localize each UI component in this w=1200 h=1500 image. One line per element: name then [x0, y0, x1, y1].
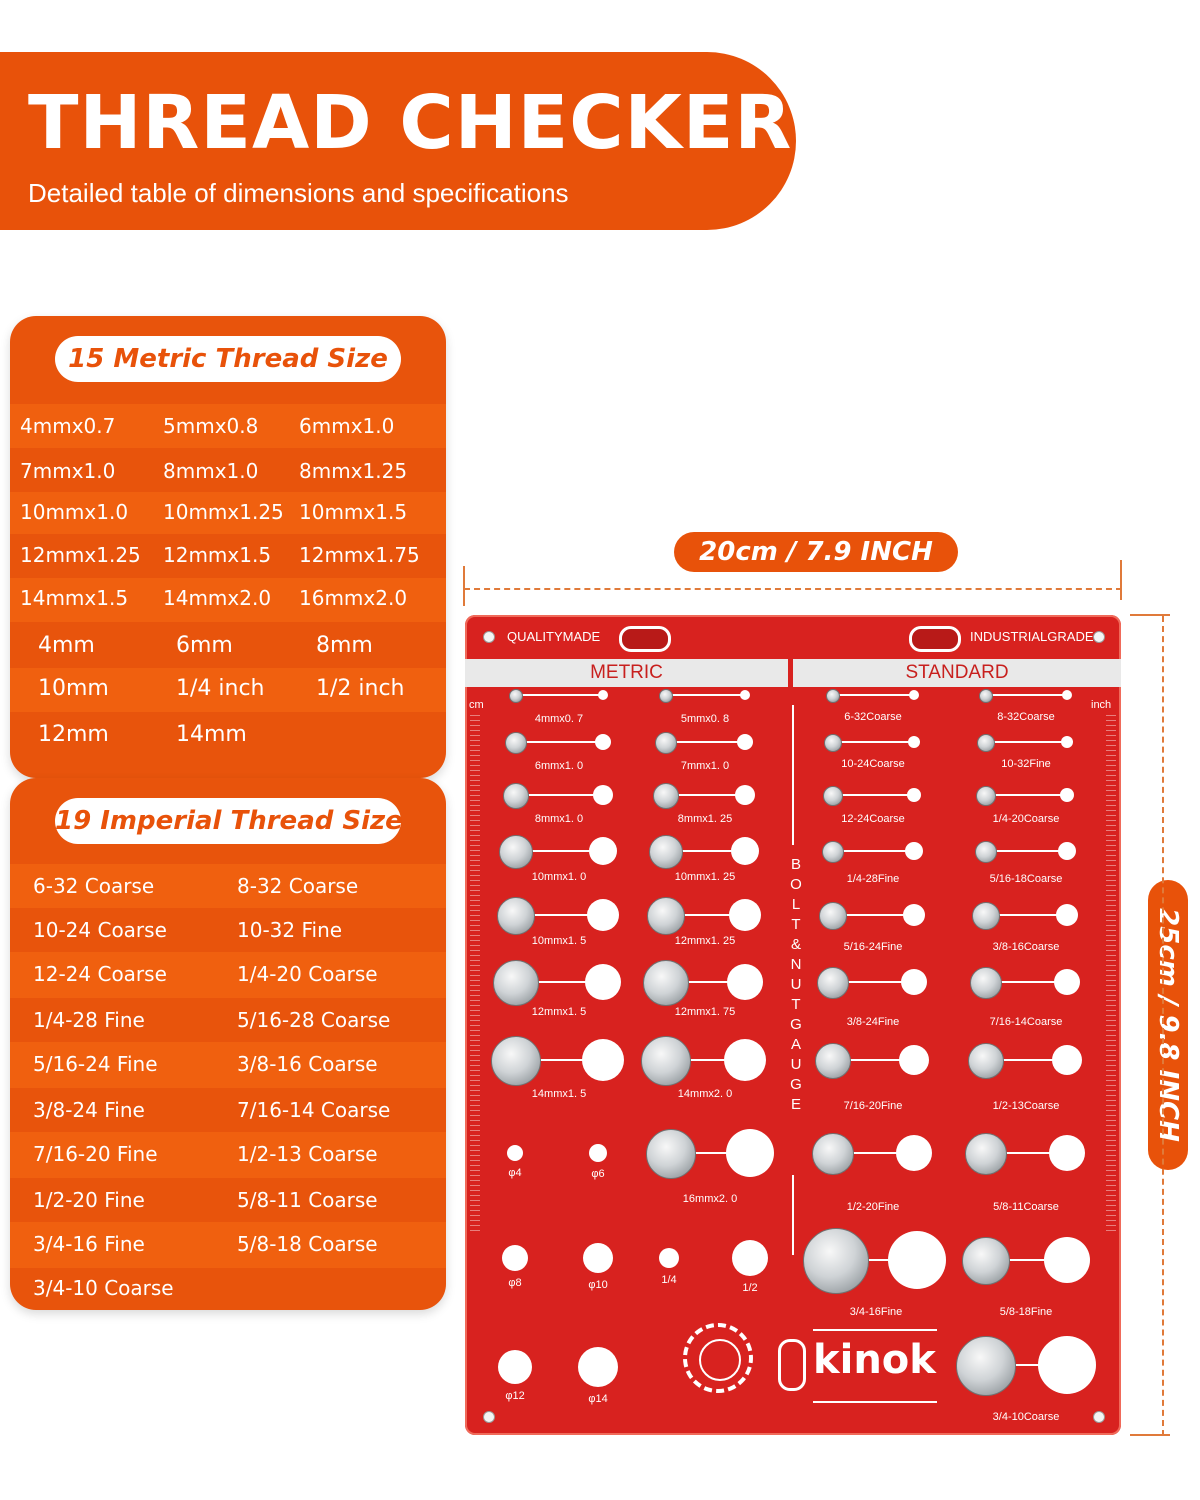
- bolt-sample: [965, 1133, 1007, 1175]
- nut-hole: [1038, 1336, 1096, 1394]
- gauge-label: 6-32Coarse: [844, 711, 902, 723]
- thread-size: 12-24 Coarse: [33, 962, 167, 986]
- hole-size: 10mm: [38, 676, 109, 701]
- hole-size: 12mm: [38, 722, 109, 747]
- gauge-label: 6mmx1. 0: [534, 760, 584, 772]
- metric-header: METRIC: [465, 659, 788, 687]
- thread-size: 14mmx1.5: [20, 586, 129, 610]
- screw-icon: [1093, 1411, 1105, 1423]
- nut-hole: [585, 964, 621, 1000]
- thread-size: 5/8-11 Coarse: [237, 1188, 378, 1212]
- nut-hole: [1052, 1045, 1082, 1075]
- nut-hole: [896, 1135, 932, 1171]
- drill-hole: [589, 1144, 607, 1162]
- bolt-sample: [976, 786, 996, 806]
- bolt-sample: [970, 967, 1002, 999]
- imperial-thread-panel: [10, 778, 446, 1310]
- thread-size: 5/8-18 Coarse: [237, 1232, 378, 1256]
- inch-unit-label: inch: [1091, 699, 1112, 711]
- thread-size: 8-32 Coarse: [237, 874, 359, 898]
- gauge-line: [985, 794, 1067, 796]
- thread-size: 12mmx1.75: [299, 543, 420, 567]
- gauge-label: 8mmx1. 25: [677, 813, 733, 825]
- hole-size: 1/4 inch: [176, 676, 265, 701]
- thread-size: 10-32 Fine: [237, 918, 343, 942]
- nut-hole: [888, 1231, 946, 1289]
- list-item: [10, 1132, 446, 1178]
- bolt-sample: [659, 689, 673, 703]
- nut-hole: [1044, 1237, 1090, 1283]
- height-tick-top: [1130, 614, 1170, 616]
- list-item: [10, 998, 446, 1042]
- thread-size: 7/16-20 Fine: [33, 1142, 158, 1166]
- bolt-sample: [649, 835, 683, 869]
- gauge-label: 5mmx0. 8: [680, 713, 730, 725]
- nut-hole: [582, 1039, 624, 1081]
- bolt-sample: [493, 960, 539, 1006]
- gauge-line: [832, 794, 914, 796]
- hole-label: φ14: [588, 1393, 608, 1405]
- gauge-label: 14mmx1. 5: [531, 1088, 587, 1100]
- bolt-sample: [647, 897, 685, 935]
- list-item: [10, 712, 446, 758]
- gauge-line: [832, 694, 914, 696]
- gauge-label: 5/8-11Coarse: [993, 1201, 1059, 1213]
- gauge-label: 3/8-16Coarse: [992, 941, 1060, 953]
- thread-size: 8mmx1.25: [299, 459, 408, 483]
- gauge-label: 5/16-18Coarse: [989, 873, 1063, 885]
- thread-size: 3/4-16 Fine: [33, 1232, 145, 1256]
- width-tick-right: [1120, 560, 1122, 600]
- bolt-sample: [979, 689, 993, 703]
- cm-unit-label: cm: [469, 699, 484, 711]
- nut-hole: [908, 736, 920, 748]
- gauge-line: [515, 741, 603, 743]
- bolt-sample: [826, 689, 840, 703]
- drill-hole: [583, 1243, 613, 1273]
- drill-hole: [502, 1245, 528, 1271]
- bolt-sample: [653, 783, 679, 809]
- nut-hole: [903, 904, 925, 926]
- list-item: [10, 1222, 446, 1268]
- gauge-label: 10mmx1. 0: [531, 871, 587, 883]
- hole-size: 14mm: [176, 722, 247, 747]
- gauge-line: [515, 694, 603, 696]
- list-item: [10, 864, 446, 908]
- bolt-sample: [499, 835, 533, 869]
- industrial-grade-label: INDUSTRIALGRADE: [970, 629, 1094, 644]
- nut-hole: [595, 734, 611, 750]
- list-item: [10, 1088, 446, 1132]
- nut-hole: [1060, 788, 1074, 802]
- gauge-label: 12mmx1. 75: [674, 1006, 736, 1018]
- nut-hole: [1054, 969, 1080, 995]
- list-item: [10, 1178, 446, 1222]
- hole-size: 8mm: [316, 633, 373, 658]
- height-dimension-label: 25cm / 9.8 INCH: [1153, 908, 1183, 1142]
- gauge-label: 3/4-10Coarse: [992, 1411, 1060, 1423]
- width-dashed-line: [464, 588, 1122, 590]
- drill-hole: [507, 1145, 523, 1161]
- thread-size: 1/4-28 Fine: [33, 1008, 145, 1032]
- logo-rule: [813, 1401, 937, 1403]
- hole-label: φ8: [508, 1277, 522, 1289]
- gauge-label: 10mmx1. 25: [674, 871, 736, 883]
- gear-logo-icon: [683, 1323, 753, 1393]
- bolt-sample: [977, 734, 995, 752]
- gauge-label: 3/8-24Fine: [846, 1016, 900, 1028]
- nut-hole: [1049, 1135, 1085, 1171]
- gauge-label: 8-32Coarse: [997, 711, 1055, 723]
- thread-size: 7/16-14 Coarse: [237, 1098, 391, 1122]
- nut-hole: [905, 842, 923, 860]
- thread-size: 1/2-13 Coarse: [237, 1142, 378, 1166]
- nut-hole: [740, 690, 750, 700]
- thread-size: 5/16-28 Coarse: [237, 1008, 391, 1032]
- thread-size: 3/8-24 Fine: [33, 1098, 145, 1122]
- thread-size: 5/16-24 Fine: [33, 1052, 158, 1076]
- gauge-label: 8mmx1. 0: [534, 813, 584, 825]
- gauge-label: 10-24Coarse: [841, 758, 905, 770]
- page-title: THREAD CHECKER: [28, 80, 793, 166]
- list-item: [10, 578, 446, 622]
- nut-hole: [901, 969, 927, 995]
- bolt-nut-gauge-label: BOLT&NUTGAUGE: [790, 856, 802, 1113]
- drill-hole: [578, 1347, 618, 1387]
- gauge-label: 1/4-20Coarse: [992, 813, 1060, 825]
- thread-gauge-plate: [465, 615, 1121, 1435]
- bolt-sample: [956, 1336, 1016, 1396]
- gauge-label: 5/8-18Fine: [999, 1306, 1053, 1318]
- header-banner: [0, 52, 796, 230]
- bolt-sample: [815, 1043, 851, 1079]
- nut-hole: [735, 785, 755, 805]
- list-item: [10, 534, 446, 578]
- center-divider: [792, 705, 794, 845]
- gauge-label: 16mmx2. 0: [682, 1193, 738, 1205]
- bolt-sample: [509, 689, 523, 703]
- thread-size: 5mmx0.8: [163, 414, 259, 438]
- thread-size: 3/4-10 Coarse: [33, 1276, 174, 1300]
- thread-size: 6mmx1.0: [299, 414, 395, 438]
- thread-size: 16mmx2.0: [299, 586, 408, 610]
- height-tick-bottom: [1130, 1434, 1170, 1436]
- gauge-label: 10mmx1. 5: [531, 935, 587, 947]
- metric-thread-panel: [10, 316, 446, 778]
- gauge-label: 1/4-28Fine: [846, 873, 900, 885]
- hole-label: φ10: [588, 1279, 608, 1291]
- standard-header: STANDARD: [793, 659, 1121, 687]
- thread-size: 4mmx0.7: [20, 414, 116, 438]
- thread-size: 12mmx1.5: [163, 543, 272, 567]
- gauge-line: [832, 741, 914, 743]
- hole-size: 1/2 inch: [316, 676, 405, 701]
- bolt-sample: [803, 1228, 869, 1294]
- thread-size: 10mmx1.0: [20, 500, 129, 524]
- bolt-sample: [491, 1036, 541, 1086]
- gauge-label: 5/16-24Fine: [843, 941, 903, 953]
- nut-hole: [587, 899, 619, 931]
- screw-icon: [483, 631, 495, 643]
- gauge-label: 14mmx2. 0: [677, 1088, 733, 1100]
- logo-slot: [778, 1339, 806, 1391]
- height-dashed-line: [1162, 616, 1164, 1436]
- thread-size: 1/2-20 Fine: [33, 1188, 145, 1212]
- hole-label: φ6: [591, 1168, 605, 1180]
- nut-hole: [1056, 904, 1078, 926]
- nut-hole: [726, 1129, 774, 1177]
- thread-size: 3/8-16 Coarse: [237, 1052, 378, 1076]
- gauge-line: [985, 850, 1067, 852]
- list-item: [10, 448, 446, 492]
- nut-hole: [727, 964, 763, 1000]
- nut-hole: [598, 690, 608, 700]
- list-item: [10, 908, 446, 952]
- gauge-label: 7/16-20Fine: [843, 1100, 903, 1112]
- nut-hole: [1061, 736, 1073, 748]
- hole-label: φ12: [505, 1390, 525, 1402]
- thread-size: 1/4-20 Coarse: [237, 962, 378, 986]
- thread-size: 12mmx1.25: [20, 543, 141, 567]
- height-dimension: [1148, 880, 1188, 1170]
- imperial-thread-list: [10, 864, 446, 1310]
- thread-size: 10mmx1.5: [299, 500, 408, 524]
- thread-size: 14mmx2.0: [163, 586, 272, 610]
- gauge-line: [665, 694, 745, 696]
- list-item: [10, 668, 446, 712]
- gauge-label: 1/2-20Fine: [846, 1201, 900, 1213]
- width-dimension: 20cm / 7.9 INCH: [674, 532, 958, 572]
- hole-size: 4mm: [38, 633, 95, 658]
- list-item: [10, 1268, 446, 1310]
- nut-hole: [909, 690, 919, 700]
- gauge-label: 3/4-16Fine: [849, 1306, 903, 1318]
- thread-size: 7mmx1.0: [20, 459, 116, 483]
- list-item: [10, 952, 446, 998]
- nut-hole: [899, 1045, 929, 1075]
- hole-label: 1/2: [742, 1282, 758, 1294]
- bolt-sample: [641, 1036, 691, 1086]
- thread-size: 8mmx1.0: [163, 459, 259, 483]
- nut-hole: [1058, 842, 1076, 860]
- gauge-label: 12mmx1. 25: [674, 935, 736, 947]
- bolt-sample: [822, 841, 844, 863]
- hole-size: 6mm: [176, 633, 233, 658]
- bolt-sample: [646, 1129, 696, 1179]
- metric-thread-list: [10, 404, 446, 758]
- hanging-slot: [619, 626, 671, 652]
- hole-label: φ4: [508, 1167, 522, 1179]
- drill-hole: [659, 1248, 679, 1268]
- hanging-slot: [909, 626, 961, 652]
- list-item: [10, 1042, 446, 1088]
- bolt-sample: [812, 1133, 854, 1175]
- gauge-label: 12-24Coarse: [841, 813, 905, 825]
- screw-icon: [483, 1411, 495, 1423]
- list-item: [10, 404, 446, 448]
- logo-rule: [813, 1329, 937, 1331]
- bolt-sample: [972, 902, 1000, 930]
- imperial-panel-title: 19 Imperial Thread Size: [55, 798, 401, 844]
- bolt-sample: [505, 732, 527, 754]
- list-item: [10, 492, 446, 534]
- gauge-line: [985, 741, 1067, 743]
- bolt-sample: [819, 902, 847, 930]
- inch-ruler: [1106, 715, 1116, 1235]
- nut-hole: [724, 1039, 766, 1081]
- nut-hole: [729, 899, 761, 931]
- bolt-sample: [962, 1237, 1010, 1285]
- bolt-sample: [824, 734, 842, 752]
- gauge-line: [832, 850, 914, 852]
- bolt-sample: [655, 732, 677, 754]
- nut-hole: [907, 788, 921, 802]
- page-subtitle: Detailed table of dimensions and specifications: [28, 178, 569, 208]
- thread-size: 6-32 Coarse: [33, 874, 155, 898]
- cm-ruler: [470, 715, 480, 1235]
- gauge-label: 12mmx1. 5: [531, 1006, 587, 1018]
- gauge-line: [665, 741, 745, 743]
- thread-size: 10mmx1.25: [163, 500, 284, 524]
- nut-hole: [1062, 690, 1072, 700]
- metric-panel-title: 15 Metric Thread Size: [55, 336, 401, 382]
- bolt-sample: [497, 897, 535, 935]
- drill-hole: [498, 1350, 532, 1384]
- gauge-label: 1/2-13Coarse: [992, 1100, 1060, 1112]
- nut-hole: [731, 837, 759, 865]
- nut-hole: [589, 837, 617, 865]
- nut-hole: [737, 734, 753, 750]
- gauge-line: [985, 694, 1067, 696]
- bolt-sample: [968, 1043, 1004, 1079]
- thread-size: 10-24 Coarse: [33, 918, 167, 942]
- list-item: [10, 622, 446, 668]
- bolt-sample: [817, 967, 849, 999]
- gauge-label: 10-32Fine: [1001, 758, 1051, 770]
- gauge-label: 7mmx1. 0: [680, 760, 730, 772]
- brand-logo: kinok: [813, 1337, 936, 1383]
- quality-made-label: QUALITYMADE: [507, 629, 601, 644]
- bolt-sample: [643, 960, 689, 1006]
- gauge-label: 7/16-14Coarse: [989, 1016, 1063, 1028]
- gauge-label: 4mmx0. 7: [534, 713, 584, 725]
- bolt-sample: [975, 841, 997, 863]
- screw-icon: [1093, 631, 1105, 643]
- nut-hole: [593, 785, 613, 805]
- drill-hole: [732, 1240, 768, 1276]
- bolt-sample: [823, 786, 843, 806]
- width-tick-left: [463, 566, 465, 606]
- bolt-sample: [503, 783, 529, 809]
- center-divider: [792, 1175, 794, 1255]
- hole-label: 1/4: [661, 1274, 677, 1286]
